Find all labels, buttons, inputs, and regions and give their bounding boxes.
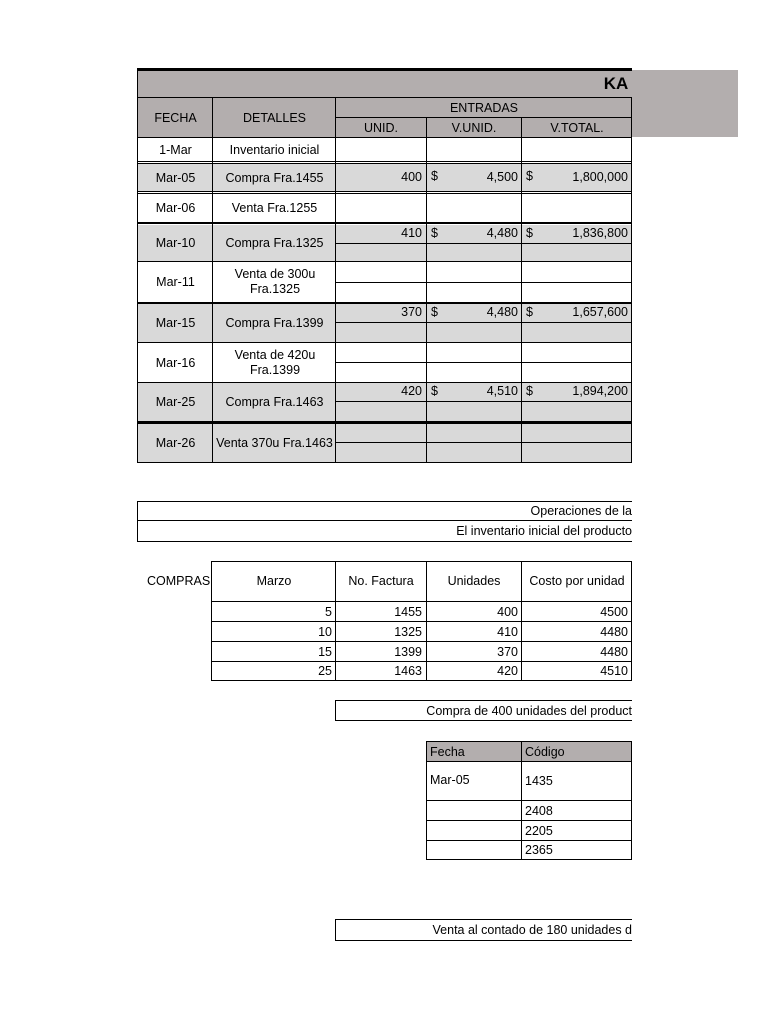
row-4-vunid-currency: $ bbox=[431, 226, 438, 240]
row-8-vtotal-currency: $ bbox=[526, 384, 533, 398]
row-6-detalle: Compra Fra.1399 bbox=[225, 316, 324, 330]
row-3-fecha: Mar-06 bbox=[155, 201, 196, 215]
row-8-vunid: 4,510 bbox=[486, 384, 518, 398]
row-5-detalle: Venta de 300u Fra.1325 bbox=[234, 267, 316, 296]
row-7-detalle: Venta de 420u Fra.1399 bbox=[234, 347, 316, 377]
header-fecha: FECHA bbox=[154, 110, 197, 125]
compra-2-factura: 1325 bbox=[394, 624, 422, 639]
header-marzo: Marzo bbox=[256, 574, 292, 588]
row-6-vtotal-currency: $ bbox=[526, 305, 533, 319]
compra-4-costo: 4510 bbox=[600, 664, 628, 678]
row-4-unid: 410 bbox=[401, 226, 422, 240]
row-6-vunid: 4,480 bbox=[486, 305, 518, 319]
codigo-1: 1435 bbox=[525, 774, 553, 788]
venta-note: Venta al contado de 180 unidades d bbox=[432, 923, 632, 937]
row-2-vtotal-currency: $ bbox=[526, 169, 533, 183]
compras-label: COMPRAS bbox=[147, 574, 211, 588]
compra-2-marzo: 10 bbox=[318, 624, 332, 639]
compra-3-marzo: 15 bbox=[318, 644, 332, 659]
row-6-unid: 370 bbox=[401, 305, 422, 319]
header-vunid: V.UNID. bbox=[451, 120, 497, 135]
row-2-unid: 400 bbox=[401, 170, 422, 184]
codigo-4: 2365 bbox=[525, 843, 553, 857]
row-8-vtotal: 1,894,200 bbox=[572, 384, 628, 398]
compra-4-factura: 1463 bbox=[394, 664, 422, 678]
row-6-vtotal: 1,657,600 bbox=[572, 305, 628, 319]
row-2-vunid: 4,500 bbox=[486, 170, 518, 184]
row-2-detalle: Compra Fra.1455 bbox=[225, 171, 324, 185]
compra-2-unidades: 410 bbox=[497, 624, 518, 639]
compra-4-unidades: 420 bbox=[497, 664, 518, 678]
codes-header-codigo: Código bbox=[525, 744, 565, 759]
header-entradas: ENTRADAS bbox=[449, 100, 519, 115]
row-2-vunid-currency: $ bbox=[431, 169, 438, 183]
row-1-detalle: Inventario inicial bbox=[229, 143, 320, 157]
header-factura: No. Factura bbox=[348, 574, 414, 588]
row-9-detalle: Venta 370u Fra.1463 bbox=[216, 436, 333, 450]
operaciones-title: Operaciones de la bbox=[530, 504, 632, 518]
row-9-fecha: Mar-26 bbox=[155, 436, 196, 450]
compra-1-factura: 1455 bbox=[394, 604, 422, 619]
row-2-vtotal: 1,800,000 bbox=[572, 170, 628, 184]
row-8-detalle: Compra Fra.1463 bbox=[225, 395, 324, 409]
header-vtotal: V.TOTAL. bbox=[550, 120, 604, 135]
header-unidades: Unidades bbox=[447, 574, 501, 588]
compra-4-marzo: 25 bbox=[318, 664, 332, 678]
codes-header-fecha: Fecha bbox=[430, 744, 465, 759]
row-4-vtotal-currency: $ bbox=[526, 226, 533, 240]
row-2-fecha: Mar-05 bbox=[155, 171, 196, 185]
row-8-unid: 420 bbox=[401, 384, 422, 398]
row-1-fecha: 1-Mar bbox=[159, 143, 192, 157]
compra-3-unidades: 370 bbox=[497, 644, 518, 659]
kardex-title: KA bbox=[603, 74, 629, 93]
row-8-vunid-currency: $ bbox=[431, 384, 438, 398]
inventario-inicial-text: El inventario inicial del producto bbox=[456, 524, 632, 538]
codes-fecha: Mar-05 bbox=[430, 773, 470, 787]
header-unid: UNID. bbox=[363, 120, 399, 135]
header-costo: Costo por unidad bbox=[529, 574, 625, 588]
compra-3-factura: 1399 bbox=[394, 644, 422, 659]
compra-2-costo: 4480 bbox=[600, 624, 628, 639]
compra-3-costo: 4480 bbox=[600, 644, 628, 659]
row-8-fecha: Mar-25 bbox=[155, 395, 196, 409]
row-5-fecha: Mar-11 bbox=[156, 275, 195, 289]
compra-1-costo: 4500 bbox=[600, 604, 628, 619]
codigo-3: 2205 bbox=[525, 823, 553, 838]
row-6-fecha: Mar-15 bbox=[155, 316, 196, 330]
codigo-2: 2408 bbox=[525, 803, 553, 818]
header-detalles: DETALLES bbox=[243, 110, 306, 125]
compra-1-marzo: 5 bbox=[325, 604, 332, 619]
row-4-vunid: 4,480 bbox=[486, 226, 518, 240]
compra-note: Compra de 400 unidades del product bbox=[426, 703, 632, 718]
row-3-detalle: Venta Fra.1255 bbox=[231, 201, 318, 215]
row-4-fecha: Mar-10 bbox=[155, 236, 196, 250]
row-4-detalle: Compra Fra.1325 bbox=[225, 236, 324, 250]
row-7-fecha: Mar-16 bbox=[155, 355, 196, 370]
row-4-vtotal: 1,836,800 bbox=[572, 226, 628, 240]
compra-1-unidades: 400 bbox=[497, 604, 518, 619]
row-6-vunid-currency: $ bbox=[431, 305, 438, 319]
